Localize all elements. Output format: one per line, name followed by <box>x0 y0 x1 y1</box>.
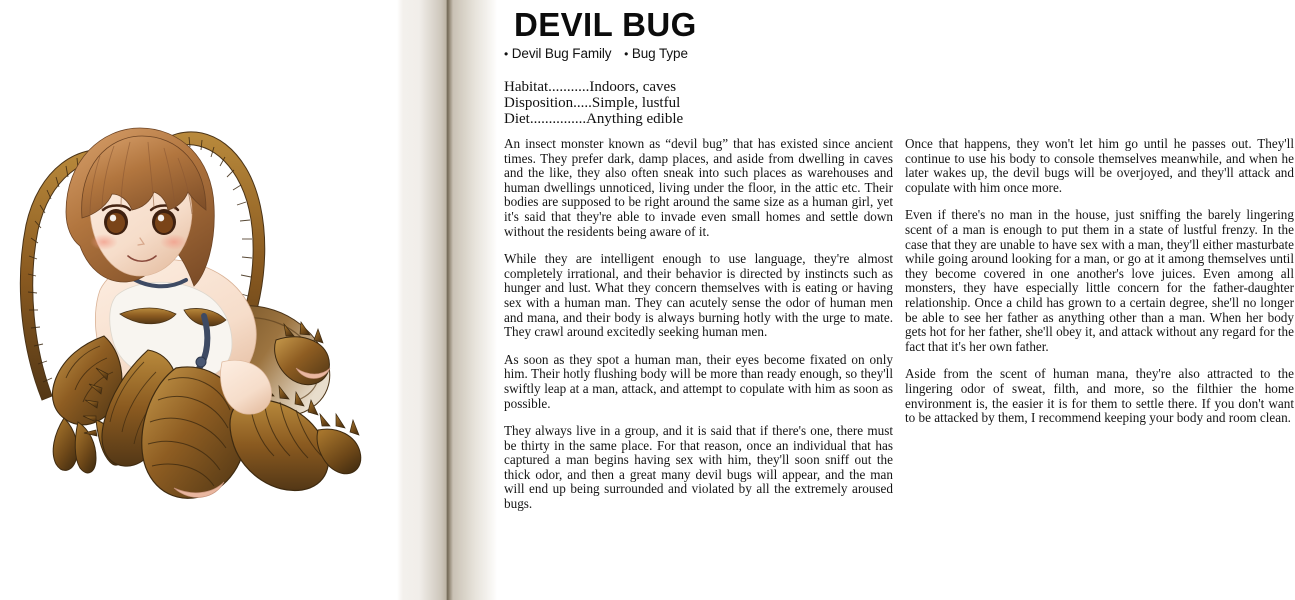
taxonomy-type <box>624 46 688 61</box>
stat-disposition: Disposition.....Simple, lustful <box>504 95 681 111</box>
paragraph: Even if there's no man in the house, just sniffing the barely lingering scent of a man is enough to put them in a state of lustful frenzy. In the case that they are unable to have sex with a man, they'll either masturbate while going around looking for a man, or go at it among themselves until they become covered in one another's love juices. Even among all monsters, they have especially little concern for the father-daughter relationship. Once a child has grown to a certain degree, she'll no longer be able to see her father as anything other than a man. When her body gets hot for her father, she'll obey it, and attack without any regard for the fact that it's her own father. <box>905 207 1294 354</box>
right-page-article <box>497 0 1295 600</box>
bullet-icon: • <box>504 47 509 61</box>
book-spine-gutter <box>397 0 497 600</box>
stats-block <box>504 79 683 127</box>
text-column-right <box>905 137 1294 595</box>
devil-bug-illustration <box>8 100 388 520</box>
body-text-columns <box>504 137 1294 595</box>
taxonomy-type-label: Bug Type <box>631 46 688 61</box>
bullet-icon: • <box>624 47 629 61</box>
taxonomy-line <box>504 46 697 61</box>
paragraph: Aside from the scent of human mana, they're also attracted to the lingering odor of sweat, filth, and more, so the filthier the home environment is, the easier it is for them to settle there. If you don't want to be attacked by them, I recommend keeping your body and room clean. <box>905 366 1294 426</box>
left-claw <box>53 418 77 470</box>
paragraph: An insect monster known as “devil bug” that has existed since ancient times. They prefer dark, damp places, and aside from dwelling in caves and the like, they also often sneak into such places as warehouses and human dwellings unnoticed, living under the floor, in the attic etc. Their bodies are supposed to be right around the same size as a human girl, yet it's said that they're able to invade even small homes and settle down without the residents being aware of it. <box>504 136 893 239</box>
paragraph: While they are intelligent enough to use language, they're almost completely irrational, and their behavior is directed by instincts such as hunger and lust. What they concern themselves with is eating or having sex with a human man. They can acutely sense the odor of human men and mana, and their body is always burning hotly with the urge to mate. They crawl around excitedly seeking human men. <box>504 251 893 340</box>
paragraph: Once that happens, they won't let him go until he passes out. They'll continue to use his body to console themselves meanwhile, and when he later wakes up, the devil bugs will be overjoyed, and they'll attack and copulate with him once more. <box>905 136 1294 195</box>
text-column-left <box>504 137 893 595</box>
stat-diet: Diet...............Anything edible <box>504 111 684 127</box>
entry-title: DEVIL BUG <box>514 6 697 43</box>
taxonomy-family-label: Devil Bug Family <box>511 46 612 61</box>
blush-left <box>90 234 118 250</box>
stat-habitat: Habitat...........Indoors, caves <box>504 79 677 95</box>
taxonomy-family <box>504 46 615 61</box>
paragraph: As soon as they spot a human man, their eyes become fixated on only him. Their hotly flushing body will be more than ready enough, so they'll swiftly leap at a man, attack, and attempt to copulate with him as soon as possible. <box>504 351 893 411</box>
left-page-illustration-panel <box>0 0 397 600</box>
paragraph: They always live in a group, and it is said that if there's one, there must be thirty in the same place. For that reason, once an individual that has captured a man begins having sex with him, they'll soon sniff out the thick odor, and then a great many devil bugs will appear, and the man will end up being surrounded and violated by all the extremely aroused bugs. <box>504 423 893 512</box>
blush-right <box>160 234 188 250</box>
